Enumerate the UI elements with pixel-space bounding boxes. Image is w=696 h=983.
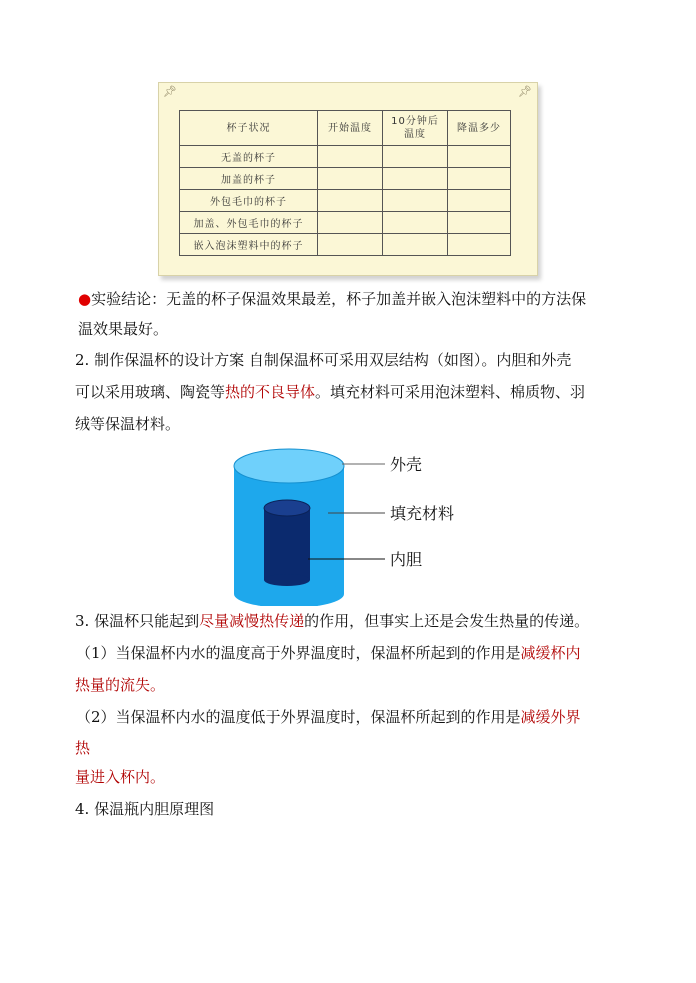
label-inner-liner: 内胆 xyxy=(390,550,423,569)
table-row xyxy=(180,190,511,212)
paragraph-line: 3. 保温杯只能起到尽量减慢热传递的作用，但事实上还是会发生热量的传递。 xyxy=(75,612,590,630)
paragraph-line: 热量的流失。 xyxy=(75,676,166,694)
inner-liner-body xyxy=(264,508,310,580)
table-row xyxy=(180,168,511,190)
table-header: 10分钟后 温度 xyxy=(383,111,448,146)
table-cell: 加盖、外包毛巾的杯子 xyxy=(180,212,318,234)
table-cell: 加盖的杯子 xyxy=(180,168,318,190)
inner-liner-top xyxy=(264,500,310,516)
label-outer-shell: 外壳 xyxy=(390,455,423,474)
table-cell: 嵌入泡沫塑料中的杯子 xyxy=(180,234,318,256)
table-cell: 无盖的杯子 xyxy=(180,146,318,168)
outer-shell-top xyxy=(234,449,344,483)
table-header: 杯子状况 xyxy=(180,111,318,146)
conclusion-line: 温效果最好。 xyxy=(78,320,169,338)
paragraph-line: （1）当保温杯内水的温度高于外界温度时，保温杯所起到的作用是减缓杯内 xyxy=(76,644,581,662)
experiment-table-card xyxy=(158,82,538,276)
table-row xyxy=(180,212,511,234)
paragraph-line: 热 xyxy=(75,739,91,757)
paragraph-line: 量进入杯内。 xyxy=(75,768,166,786)
pin-icon: 📌︎ xyxy=(163,85,177,98)
insulated-cup-diagram xyxy=(230,446,480,606)
experiment-table xyxy=(179,110,511,256)
pin-icon: 📌︎ xyxy=(518,85,532,98)
paragraph-line: 绒等保温材料。 xyxy=(75,415,181,433)
table-header: 开始温度 xyxy=(318,111,383,146)
conclusion-line: ●实验结论：无盖的杯子保温效果最差，杯子加盖并嵌入泡沫塑料中的方法保 xyxy=(78,290,587,308)
paragraph-line: 可以采用玻璃、陶瓷等热的不良导体。填充材料可采用泡沫塑料、棉质物、羽 xyxy=(75,383,586,401)
table-cell: 外包毛巾的杯子 xyxy=(180,190,318,212)
label-filling: 填充材料 xyxy=(390,504,455,523)
paragraph-line: 2. 制作保温杯的设计方案 自制保温杯可采用双层结构（如图）。内胆和外壳 xyxy=(75,351,572,369)
table-header: 降温多少 xyxy=(448,111,511,146)
bullet-icon: ● xyxy=(78,290,92,308)
table-header-row xyxy=(180,111,511,146)
section-heading: 4. 保温瓶内胆原理图 xyxy=(75,800,215,818)
table-row xyxy=(180,146,511,168)
paragraph-line: （2）当保温杯内水的温度低于外界温度时，保温杯所起到的作用是减缓外界 xyxy=(76,708,581,726)
table-row xyxy=(180,234,511,256)
inner-liner-bottom xyxy=(264,574,310,586)
